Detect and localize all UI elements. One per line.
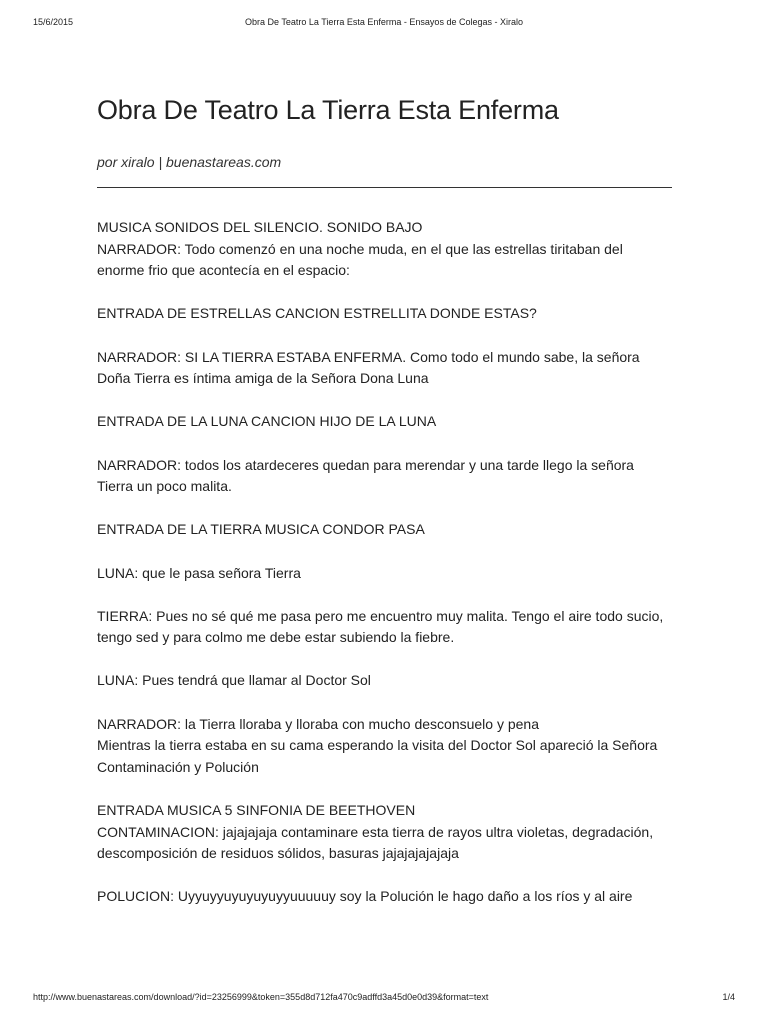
byline: por xiralo | buenastareas.com bbox=[97, 154, 282, 170]
script-paragraph bbox=[97, 347, 672, 390]
script-line: LUNA: que le pasa señora Tierra bbox=[97, 564, 301, 581]
script-line: ENTRADA DE ESTRELLAS CANCION ESTRELLITA DONDE ESTAS? bbox=[97, 305, 537, 322]
script-line: TIERRA: Pues no sé qué me pasa pero me encuentro muy malita. Tengo el aire todo sucio, tengo sed y para colmo me debe estar subiendo la fiebre. bbox=[97, 607, 664, 646]
title-divider bbox=[97, 187, 672, 188]
article bbox=[97, 92, 672, 930]
article-body bbox=[97, 217, 672, 908]
script-paragraph bbox=[97, 455, 672, 498]
script-line: CONTAMINACION: jajajajaja contaminare esta tierra de rayos ultra violetas, degradación, descomposición de residuos sólidos, basuras jajajajajajaja bbox=[97, 823, 654, 862]
script-paragraph bbox=[97, 303, 672, 325]
script-line: POLUCION: Uyyuyyuyuyuyuyyuuuuuy soy la Polución le hago daño a los ríos y al aire bbox=[97, 888, 633, 905]
script-paragraph bbox=[97, 714, 672, 779]
script-line: ENTRADA DE LA LUNA CANCION HIJO DE LA LUNA bbox=[97, 413, 437, 430]
script-line: MUSICA SONIDOS DEL SILENCIO. SONIDO BAJO bbox=[97, 219, 423, 235]
article-title: Obra De Teatro La Tierra Esta Enferma bbox=[97, 95, 559, 125]
print-header bbox=[33, 17, 735, 31]
script-paragraph bbox=[97, 886, 672, 908]
script-line: NARRADOR: la Tierra lloraba y lloraba con mucho desconsuelo y pena bbox=[97, 715, 539, 732]
script-line: ENTRADA DE LA TIERRA MUSICA CONDOR PASA bbox=[97, 521, 425, 538]
script-paragraph bbox=[97, 217, 672, 282]
script-line: ENTRADA MUSICA 5 SINFONIA DE BEETHOVEN bbox=[97, 802, 416, 819]
script-line: LUNA: Pues tendrá que llamar al Doctor Sol bbox=[97, 672, 371, 689]
script-line: NARRADOR: SI LA TIERRA ESTABA ENFERMA. Como todo el mundo sabe, la señora Doña Tierra es íntima amiga de la Señora Dona Luna bbox=[97, 348, 640, 387]
script-paragraph bbox=[97, 411, 672, 433]
page-number: 1/4 bbox=[722, 992, 735, 1002]
script-paragraph bbox=[97, 670, 672, 692]
script-line: NARRADOR: todos los atardeceres quedan para merendar y una tarde llego la señora Tierra un poco malita. bbox=[97, 456, 634, 495]
script-paragraph bbox=[97, 800, 672, 865]
script-line: Mientras la tierra estaba en su cama esperando la visita del Doctor Sol apareció la Señora Contaminación y Polución bbox=[97, 737, 658, 775]
script-paragraph bbox=[97, 606, 672, 649]
print-date: 15/6/2015 bbox=[33, 17, 74, 27]
script-paragraph bbox=[97, 563, 672, 585]
source-url: http://www.buenastareas.com/download/?id=23256999&token=355d8d712fa470c9adffd3a45d0e0d39&format=text bbox=[33, 992, 489, 1002]
print-footer bbox=[33, 992, 735, 1006]
script-paragraph bbox=[97, 519, 672, 541]
print-page-title: Obra De Teatro La Tierra Esta Enferma - Ensayos de Colegas - Xiralo bbox=[245, 17, 523, 27]
script-line: NARRADOR: Todo comenzó en una noche muda, en el que las estrellas tiritaban del enorme frio que acontecía en el espacio: bbox=[97, 240, 623, 279]
